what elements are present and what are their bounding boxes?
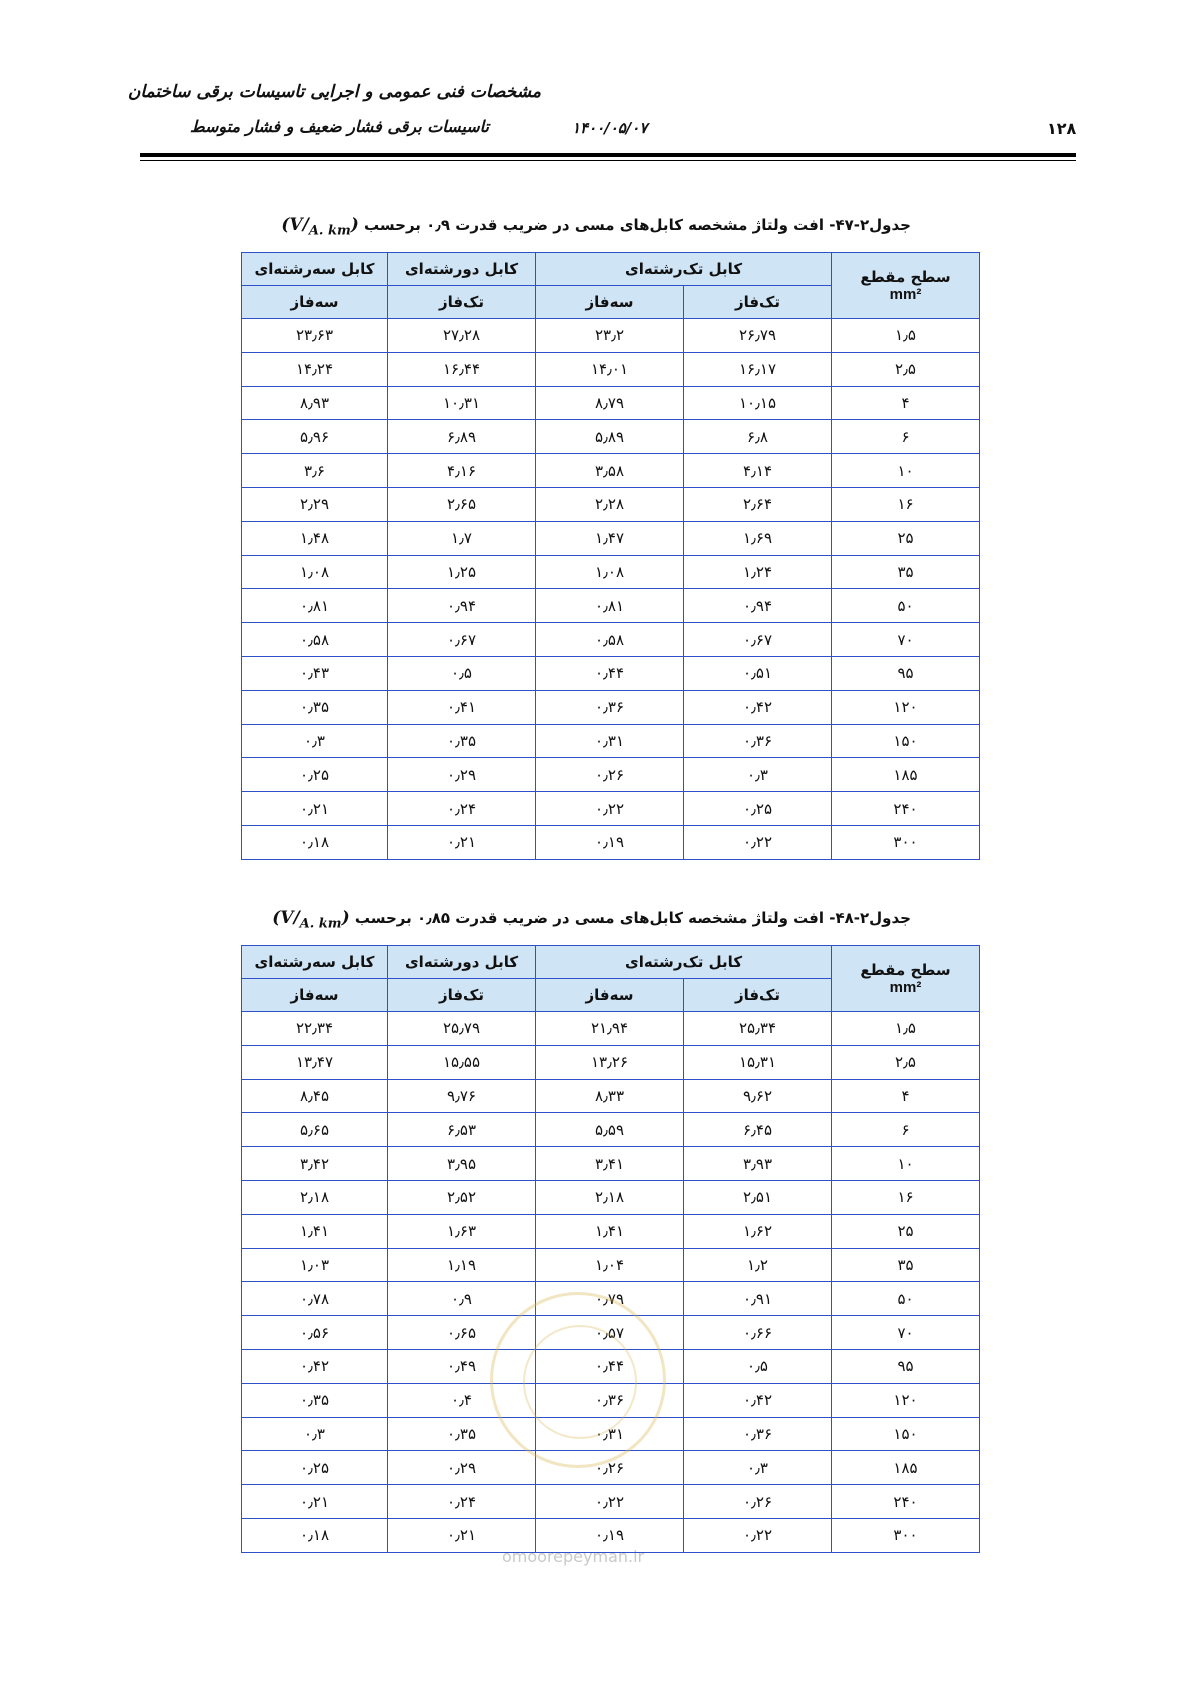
voltage-drop-cell: ۳٫۶: [242, 454, 388, 488]
cross-section-cell: ۱۸۵: [832, 1451, 980, 1485]
voltage-drop-cell: ۱٫۶۲: [684, 1214, 832, 1248]
table-row: [242, 1079, 980, 1113]
cross-section-cell: ۳۰۰: [832, 1518, 980, 1552]
voltage-drop-cell: ۱٫۱۹: [388, 1248, 536, 1282]
caption-text: جدول۲-۴۷- افت ولتاژ مشخصه کابل‌های مسی در ضریب قدرت ۰٫۹ برحسب: [364, 216, 911, 234]
voltage-drop-cell: ۱۶٫۴۴: [388, 352, 536, 386]
voltage-drop-cell: ۸٫۴۵: [242, 1079, 388, 1113]
cross-section-cell: ۱۶: [832, 487, 980, 521]
voltage-drop-cell: ۰٫۸۱: [536, 589, 684, 623]
voltage-drop-cell: ۰٫۲۶: [536, 758, 684, 792]
table-row: [242, 1180, 980, 1214]
voltage-drop-cell: ۱٫۲۵: [388, 555, 536, 589]
voltage-drop-cell: ۰٫۱۸: [242, 1518, 388, 1552]
voltage-drop-cell: ۰٫۵۸: [242, 623, 388, 657]
voltage-drop-cell: ۱۴٫۲۴: [242, 352, 388, 386]
voltage-drop-cell: ۲۵٫۷۹: [388, 1012, 536, 1046]
header-three-phase: سه‌فاز: [536, 979, 684, 1012]
voltage-drop-cell: ۰٫۷۹: [536, 1282, 684, 1316]
voltage-drop-cell: ۱۵٫۵۵: [388, 1045, 536, 1079]
table-row: [242, 656, 980, 690]
header-two-core: کابل دورشته‌ای: [388, 946, 536, 979]
header-single-phase: تک‌فاز: [684, 979, 832, 1012]
cross-section-cell: ۵۰: [832, 589, 980, 623]
cross-section-cell: ۱۵۰: [832, 724, 980, 758]
header-three-phase: سه‌فاز: [242, 979, 388, 1012]
voltage-drop-cell: ۱۰٫۳۱: [388, 386, 536, 420]
voltage-drop-cell: ۰٫۴۲: [684, 690, 832, 724]
voltage-drop-cell: ۱۵٫۳۱: [684, 1045, 832, 1079]
voltage-drop-cell: ۹٫۶۲: [684, 1079, 832, 1113]
document-subtitle: تاسیسات برقی فشار ضعیف و فشار متوسط: [189, 117, 489, 136]
voltage-drop-cell: ۲۷٫۲۸: [388, 319, 536, 353]
voltage-drop-cell: ۱٫۰۴: [536, 1248, 684, 1282]
table-row: [242, 758, 980, 792]
cross-section-cell: ۲٫۵: [832, 352, 980, 386]
voltage-drop-cell: ۰٫۳: [242, 1417, 388, 1451]
voltage-drop-cell: ۳٫۴۲: [242, 1147, 388, 1181]
voltage-drop-cell: ۰٫۲۱: [388, 825, 536, 859]
header-three-core: کابل سه‌رشته‌ای: [242, 946, 388, 979]
table-row: [242, 386, 980, 420]
voltage-drop-cell: ۰٫۶۷: [684, 623, 832, 657]
voltage-drop-cell: ۱٫۰۸: [242, 555, 388, 589]
cross-section-cell: ۱٫۵: [832, 1012, 980, 1046]
voltage-drop-cell: ۲۵٫۳۴: [684, 1012, 832, 1046]
voltage-drop-cell: ۳٫۴۱: [536, 1147, 684, 1181]
table-row: [242, 589, 980, 623]
voltage-drop-cell: ۰٫۹۴: [388, 589, 536, 623]
voltage-drop-cell: ۰٫۳۶: [684, 724, 832, 758]
cross-section-cell: ۳۵: [832, 555, 980, 589]
voltage-drop-cell: ۲۶٫۷۹: [684, 319, 832, 353]
voltage-drop-cell: ۶٫۴۵: [684, 1113, 832, 1147]
voltage-drop-cell: ۲٫۶۵: [388, 487, 536, 521]
voltage-drop-cell: ۰٫۳۵: [388, 724, 536, 758]
cross-section-cell: ۱٫۵: [832, 319, 980, 353]
header-three-phase: سه‌فاز: [536, 286, 684, 319]
voltage-drop-cell: ۰٫۳۱: [536, 1417, 684, 1451]
table-row: [242, 1147, 980, 1181]
cross-section-cell: ۳۰۰: [832, 825, 980, 859]
voltage-drop-cell: ۰٫۳: [242, 724, 388, 758]
table-row: [242, 555, 980, 589]
table-47-caption: [281, 215, 911, 238]
voltage-drop-cell: ۵٫۸۹: [536, 420, 684, 454]
voltage-drop-cell: ۰٫۲۱: [242, 792, 388, 826]
table-row: [242, 420, 980, 454]
cross-section-cell: ۲۴۰: [832, 792, 980, 826]
voltage-drop-cell: ۰٫۳۶: [684, 1417, 832, 1451]
voltage-drop-cell: ۰٫۲۹: [388, 758, 536, 792]
voltage-drop-cell: ۸٫۷۹: [536, 386, 684, 420]
voltage-drop-cell: ۰٫۲۹: [388, 1451, 536, 1485]
cross-section-cell: ۶: [832, 420, 980, 454]
voltage-drop-cell: ۰٫۲۵: [242, 1451, 388, 1485]
cross-section-cell: ۳۵: [832, 1248, 980, 1282]
table-row: [242, 521, 980, 555]
voltage-drop-cell: ۰٫۴۴: [536, 656, 684, 690]
table-row: [242, 1012, 980, 1046]
voltage-drop-cell: ۰٫۱۹: [536, 1518, 684, 1552]
table-row: [242, 1485, 980, 1519]
voltage-drop-cell: ۲٫۱۸: [536, 1180, 684, 1214]
watermark-url: omoorepeyman.ir: [502, 1547, 645, 1566]
voltage-drop-cell: ۰٫۳۶: [536, 1383, 684, 1417]
voltage-drop-cell: ۶٫۵۳: [388, 1113, 536, 1147]
table-row: [242, 1214, 980, 1248]
header-single-phase: تک‌فاز: [388, 286, 536, 319]
voltage-drop-cell: ۰٫۱۹: [536, 825, 684, 859]
cross-section-cell: ۲۵: [832, 521, 980, 555]
page-number: ۱۲۸: [1047, 119, 1077, 138]
table-row: [242, 319, 980, 353]
voltage-drop-cell: ۲٫۲۸: [536, 487, 684, 521]
voltage-drop-cell: ۱۳٫۲۶: [536, 1045, 684, 1079]
caption-text: جدول۲-۴۸- افت ولتاژ مشخصه کابل‌های مسی در ضریب قدرت ۰٫۸۵ برحسب: [354, 909, 911, 927]
voltage-drop-cell: ۵٫۹۶: [242, 420, 388, 454]
voltage-drop-cell: ۳٫۵۸: [536, 454, 684, 488]
cross-section-cell: ۲٫۵: [832, 1045, 980, 1079]
voltage-drop-cell: ۸٫۹۳: [242, 386, 388, 420]
voltage-drop-cell: ۰٫۲۴: [388, 792, 536, 826]
cross-section-cell: ۱۶: [832, 1180, 980, 1214]
cross-section-cell: ۵۰: [832, 1282, 980, 1316]
header-single-phase: تک‌فاز: [684, 286, 832, 319]
cross-section-cell: ۹۵: [832, 656, 980, 690]
header-rule-thin: [140, 160, 1076, 161]
voltage-drop-cell: ۹٫۷۶: [388, 1079, 536, 1113]
voltage-drop-cell: ۲۳٫۶۳: [242, 319, 388, 353]
header-three-phase: سه‌فاز: [242, 286, 388, 319]
voltage-drop-cell: ۰٫۲۲: [684, 1518, 832, 1552]
table-row: [242, 487, 980, 521]
cross-section-cell: ۲۵: [832, 1214, 980, 1248]
cross-section-cell: ۱۲۰: [832, 690, 980, 724]
table-row: [242, 1248, 980, 1282]
voltage-drop-cell: ۰٫۲۲: [536, 1485, 684, 1519]
table-row: [242, 454, 980, 488]
voltage-drop-cell: ۱٫۶۳: [388, 1214, 536, 1248]
voltage-drop-cell: ۱٫۲: [684, 1248, 832, 1282]
voltage-drop-cell: ۰٫۳: [684, 1451, 832, 1485]
voltage-drop-cell: ۱٫۴۱: [242, 1214, 388, 1248]
voltage-drop-cell: ۱٫۰۸: [536, 555, 684, 589]
voltage-drop-cell: ۸٫۳۳: [536, 1079, 684, 1113]
voltage-drop-cell: ۰٫۲۱: [242, 1485, 388, 1519]
cross-section-cell: ۱۸۵: [832, 758, 980, 792]
voltage-drop-cell: ۶٫۸۹: [388, 420, 536, 454]
voltage-drop-cell: ۶٫۸: [684, 420, 832, 454]
voltage-drop-cell: ۰٫۳۵: [242, 690, 388, 724]
caption-unit: $(V/_{A. km})$: [272, 908, 350, 932]
voltage-drop-cell: ۰٫۴۹: [388, 1349, 536, 1383]
voltage-drop-cell: ۰٫۴۴: [536, 1349, 684, 1383]
voltage-drop-cell: ۱٫۰۳: [242, 1248, 388, 1282]
header-section: سطح مقطع mm²: [832, 946, 980, 1012]
voltage-drop-cell: ۰٫۱۸: [242, 825, 388, 859]
voltage-drop-cell: ۴٫۱۴: [684, 454, 832, 488]
voltage-drop-cell: ۱٫۷: [388, 521, 536, 555]
voltage-drop-cell: ۲۳٫۲: [536, 319, 684, 353]
caption-unit: $(V/_{A. km})$: [281, 215, 359, 239]
voltage-drop-cell: ۰٫۹: [388, 1282, 536, 1316]
table-row: [242, 623, 980, 657]
voltage-drop-cell: ۱٫۴۱: [536, 1214, 684, 1248]
cross-section-cell: ۹۵: [832, 1349, 980, 1383]
voltage-drop-cell: ۰٫۶۶: [684, 1316, 832, 1350]
voltage-drop-cell: ۰٫۲۶: [536, 1451, 684, 1485]
voltage-drop-cell: ۰٫۲۱: [388, 1518, 536, 1552]
voltage-drop-cell: ۰٫۵: [388, 656, 536, 690]
voltage-drop-cell: ۲٫۵۱: [684, 1180, 832, 1214]
header-section: سطح مقطع mm²: [832, 253, 980, 319]
voltage-drop-cell: ۲۲٫۳۴: [242, 1012, 388, 1046]
table-row: [242, 690, 980, 724]
document-date: ۱۴۰۰/۰۵/۰۷: [572, 119, 648, 137]
voltage-drop-cell: ۲٫۲۹: [242, 487, 388, 521]
voltage-drop-cell: ۰٫۷۸: [242, 1282, 388, 1316]
table-row: [242, 724, 980, 758]
voltage-drop-cell: ۰٫۴۲: [242, 1349, 388, 1383]
voltage-drop-cell: ۱۶٫۱۷: [684, 352, 832, 386]
voltage-drop-cell: ۱٫۲۴: [684, 555, 832, 589]
voltage-drop-cell: ۲٫۵۲: [388, 1180, 536, 1214]
cross-section-cell: ۱۵۰: [832, 1417, 980, 1451]
voltage-drop-cell: ۰٫۳۵: [388, 1417, 536, 1451]
voltage-drop-cell: ۰٫۴۳: [242, 656, 388, 690]
voltage-drop-cell: ۰٫۵۷: [536, 1316, 684, 1350]
voltage-drop-cell: ۲۱٫۹۴: [536, 1012, 684, 1046]
voltage-drop-cell: ۰٫۶۵: [388, 1316, 536, 1350]
cross-section-cell: ۴: [832, 386, 980, 420]
voltage-drop-cell: ۰٫۵۱: [684, 656, 832, 690]
cross-section-cell: ۶: [832, 1113, 980, 1147]
table-48-caption: [272, 908, 911, 931]
voltage-drop-cell: ۱٫۴۸: [242, 521, 388, 555]
voltage-drop-cell: ۰٫۲۲: [684, 825, 832, 859]
header-two-core: کابل دورشته‌ای: [388, 253, 536, 286]
voltage-drop-cell: ۰٫۲۵: [242, 758, 388, 792]
voltage-drop-cell: ۰٫۴۱: [388, 690, 536, 724]
header-single-core: کابل تک‌رشته‌ای: [536, 253, 832, 286]
voltage-drop-cell: ۰٫۴۲: [684, 1383, 832, 1417]
voltage-drop-cell: ۱٫۶۹: [684, 521, 832, 555]
voltage-drop-cell: ۰٫۲۶: [684, 1485, 832, 1519]
voltage-drop-cell: ۰٫۳۵: [242, 1383, 388, 1417]
cross-section-cell: ۱۲۰: [832, 1383, 980, 1417]
voltage-drop-cell: ۱۴٫۰۱: [536, 352, 684, 386]
cross-section-cell: ۷۰: [832, 1316, 980, 1350]
document-title: مشخصات فنی عمومی و اجرایی تاسیسات برقی ساختمان: [127, 82, 541, 102]
table-row: [242, 1045, 980, 1079]
voltage-drop-cell: ۱٫۴۷: [536, 521, 684, 555]
cross-section-cell: ۴: [832, 1079, 980, 1113]
voltage-drop-cell: ۳٫۹۳: [684, 1147, 832, 1181]
voltage-drop-cell: ۰٫۳۱: [536, 724, 684, 758]
watermark-seal-icon: [490, 1292, 666, 1468]
voltage-drop-cell: ۳٫۹۵: [388, 1147, 536, 1181]
voltage-drop-cell: ۰٫۹۱: [684, 1282, 832, 1316]
voltage-drop-cell: ۰٫۲۲: [536, 792, 684, 826]
voltage-drop-cell: ۲٫۶۴: [684, 487, 832, 521]
voltage-drop-cell: ۲٫۱۸: [242, 1180, 388, 1214]
voltage-drop-cell: ۰٫۸۱: [242, 589, 388, 623]
voltage-drop-cell: ۱۰٫۱۵: [684, 386, 832, 420]
table-row: [242, 825, 980, 859]
voltage-drop-cell: ۰٫۲۵: [684, 792, 832, 826]
cross-section-cell: ۱۰: [832, 1147, 980, 1181]
header-single-phase: تک‌فاز: [388, 979, 536, 1012]
voltage-drop-cell: ۱۳٫۴۷: [242, 1045, 388, 1079]
table-row: [242, 792, 980, 826]
header-single-core: کابل تک‌رشته‌ای: [536, 946, 832, 979]
voltage-drop-cell: ۰٫۵۸: [536, 623, 684, 657]
cross-section-cell: ۱۰: [832, 454, 980, 488]
cross-section-cell: ۷۰: [832, 623, 980, 657]
table-row: [242, 352, 980, 386]
voltage-drop-cell: ۵٫۶۵: [242, 1113, 388, 1147]
voltage-drop-cell: ۰٫۲۴: [388, 1485, 536, 1519]
header-three-core: کابل سه‌رشته‌ای: [242, 253, 388, 286]
voltage-drop-cell: ۰٫۴: [388, 1383, 536, 1417]
voltage-drop-cell: ۰٫۳۶: [536, 690, 684, 724]
voltage-drop-cell: ۰٫۹۴: [684, 589, 832, 623]
header-rule-thick: [140, 153, 1076, 157]
cross-section-cell: ۲۴۰: [832, 1485, 980, 1519]
voltage-drop-cell: ۰٫۳: [684, 758, 832, 792]
voltage-drop-cell: ۰٫۵: [684, 1349, 832, 1383]
voltage-drop-cell: ۰٫۵۶: [242, 1316, 388, 1350]
voltage-drop-cell: ۰٫۶۷: [388, 623, 536, 657]
table-47: [241, 252, 980, 860]
table-row: [242, 1113, 980, 1147]
voltage-drop-cell: ۵٫۵۹: [536, 1113, 684, 1147]
voltage-drop-cell: ۴٫۱۶: [388, 454, 536, 488]
